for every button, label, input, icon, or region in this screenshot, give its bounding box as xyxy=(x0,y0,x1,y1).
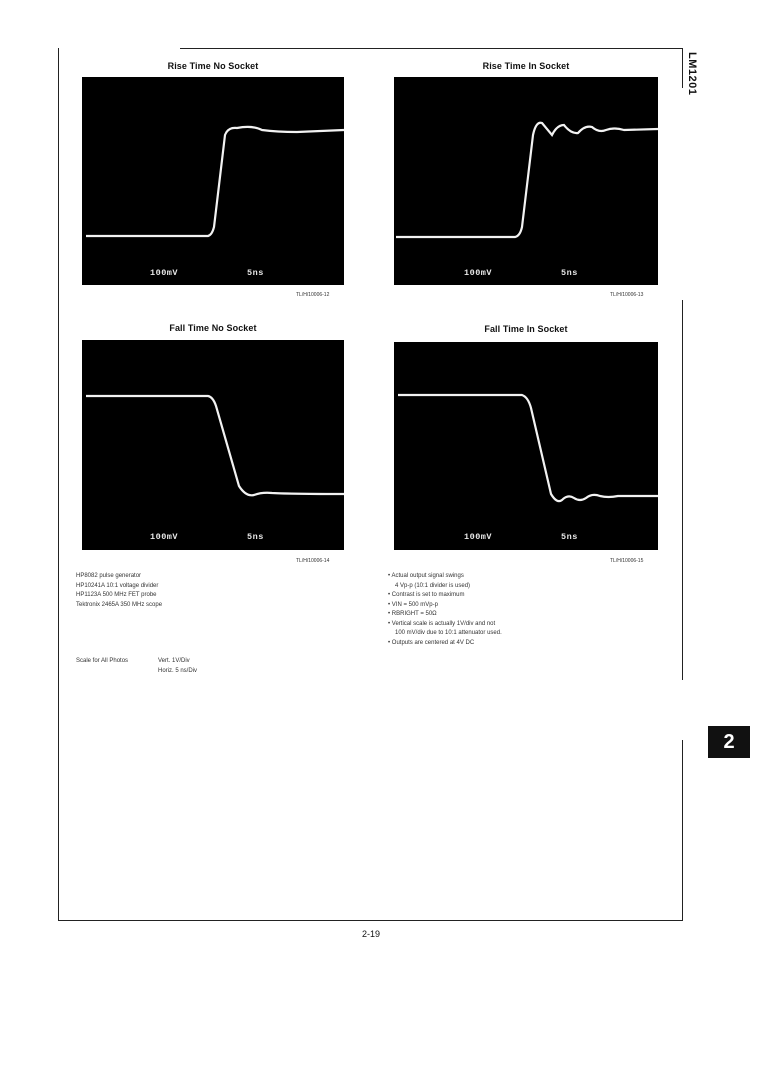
condition-item: 4 Vp-p (10:1 divider is used) xyxy=(395,582,471,589)
scale-note-label: Scale for All Photos xyxy=(76,658,129,664)
horizontal-scale-label: 5ns xyxy=(561,532,578,542)
conditions-list xyxy=(388,572,502,648)
vertical-scale-label: 100mV xyxy=(464,532,493,542)
section-tab: 2 xyxy=(708,726,750,758)
condition-item: • Vertical scale is actually 1V/div and not xyxy=(388,620,496,627)
figure-id: TL/H/10006-13 xyxy=(610,292,644,298)
top-rule xyxy=(180,48,682,49)
condition-item: • Outputs are centered at 4V DC xyxy=(388,639,475,646)
horizontal-scale-label: 5ns xyxy=(247,532,264,542)
bottom-rule xyxy=(58,920,683,921)
scope-fall-no-socket xyxy=(82,340,344,550)
right-margin-rule-low xyxy=(682,740,683,920)
figure-id: TL/H/10006-14 xyxy=(296,558,330,564)
trace-fall-in-socket xyxy=(394,342,658,550)
figure-id: TL/H/10006-15 xyxy=(610,558,644,564)
scope-rise-in-socket xyxy=(394,77,658,285)
equipment-item: HP10241A 10:1 voltage divider xyxy=(76,582,159,589)
equipment-item: HP8082 pulse generator xyxy=(76,573,142,579)
equipment-item: Tektronix 2465A 350 MHz scope xyxy=(76,601,163,608)
vertical-scale-label: 100mV xyxy=(150,532,179,542)
page-number: 2-19 xyxy=(362,929,381,939)
panel-title-rise-in-socket: Rise Time In Socket xyxy=(482,61,570,71)
scope-rise-no-socket xyxy=(82,77,344,285)
panel-title-fall-no-socket: Fall Time No Socket xyxy=(169,323,257,333)
condition-item: • Actual output signal swings xyxy=(388,573,464,579)
panel-title-fall-in-socket: Fall Time In Socket xyxy=(484,324,568,334)
panel-title-rise-no-socket: Rise Time No Socket xyxy=(167,61,259,71)
condition-item: • Contrast is set to maximum xyxy=(388,592,465,598)
right-margin-rule-mid xyxy=(682,300,683,680)
scale-note-vert: Vert. 1V/Div xyxy=(158,658,190,664)
scope-fall-in-socket xyxy=(394,342,658,550)
condition-item: 100 mV/div due to 10:1 attenuator used. xyxy=(395,630,502,636)
trace-rise-in-socket xyxy=(394,77,658,285)
right-margin-rule xyxy=(682,48,683,88)
part-number-side-label: LM1201 xyxy=(686,52,698,96)
condition-item: • RBRIGHT = 50Ω xyxy=(388,611,437,617)
trace-fall-no-socket xyxy=(82,340,344,550)
figure-id: TL/H/10006-12 xyxy=(296,292,330,298)
trace-rise-no-socket xyxy=(82,77,344,285)
vertical-scale-label: 100mV xyxy=(150,268,179,278)
left-margin-rule xyxy=(58,48,59,921)
horizontal-scale-label: 5ns xyxy=(561,268,578,278)
equipment-item: HP1123A 500 MHz FET probe xyxy=(76,592,157,598)
vertical-scale-label: 100mV xyxy=(464,268,493,278)
equipment-list xyxy=(76,572,162,610)
condition-item: • VIN = 500 mVp-p xyxy=(388,601,438,608)
horizontal-scale-label: 5ns xyxy=(247,268,264,278)
scale-note-horiz: Horiz. 5 ns/Div xyxy=(158,668,198,674)
